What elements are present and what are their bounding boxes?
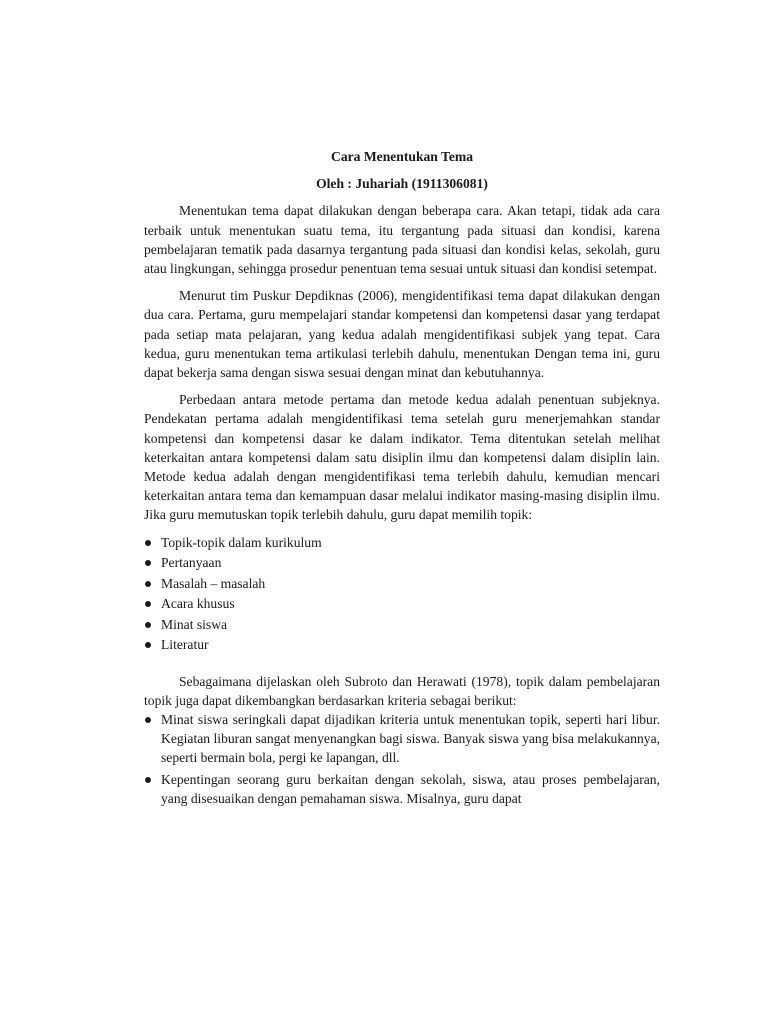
list-item-text: Acara khusus [161,596,235,612]
document-title: Cara Menentukan Tema [331,149,473,164]
list-item-text: Pertanyaan [161,555,222,571]
bullet-icon [145,601,151,607]
document-author: Oleh : Juhariah (1911306081) [316,176,488,192]
list-item-text: Minat siswa [161,616,228,632]
document-body [144,147,660,810]
list-item-text: Masalah – masalah [161,575,266,591]
paragraph: Perbedaan antara metode pertama dan metode kedua adalah penentuan subjeknya. Pendekatan pertama adalah mengidentifikasi tema setelah guru menerjemahkan standar kompetensi dan kompetensi dasar ke dalam indikator. Tema ditentukan setelah melihat keterkaitan antara kompetensi dalam satu disiplin ilmu dan kompetensi dalam disiplin lain. Metode kedua adalah dengan mengidentifikasi tema terlebih dahulu, kemudian mencari keterkaitan antara tema dan kemampuan dasar melalui indikator masing-masing disiplin ilmu. Jika guru memutuskan topik terlebih dahulu, guru dapat memilih topik: [144,392,660,523]
list-item-text: Topik-topik dalam kurikulum [161,534,322,550]
topic-list [144,533,660,656]
list-item [144,553,660,574]
bullet-icon [145,717,151,723]
paragraph: Menurut tim Puskur Depdiknas (2006), mengidentifikasi tema dapat dilakukan dengan dua cara. Pertama, guru mempelajari standar kompetensi dan kompetensi dasar yang terdapat pada setiap mata pelajaran, yang kedua adalah mengidentifikasi subjek yang tepat. Cara kedua, guru menentukan tema artikulasi terlebih dahulu, menentukan Dengan tema ini, guru dapat bekerja sama dengan siswa sesuai dengan minat dan kebutuhannya. [144,288,660,381]
paragraph: Sebagaimana dijelaskan oleh Subroto dan Herawati (1978), topik dalam pembelajaran topik juga dapat dikembangkan berdasarkan kriteria sebagai berikut: [144,673,660,708]
bullet-icon [145,540,151,546]
list-item [144,533,660,554]
bullet-icon [145,581,151,587]
bullet-icon [145,622,151,628]
list-item [144,574,660,595]
list-item [144,770,660,808]
bullet-icon [145,777,151,783]
list-item-text: Minat siswa seringkali dapat dijadikan kriteria untuk menentukan topik, seperti hari libur. Kegiatan liburan sangat menyenangkan bagi siswa. Banyak siswa yang bisa melakukannya, seperti bermain bola, pergi ke lapangan, dll. [161,712,660,766]
list-item [144,710,660,768]
criteria-list [144,710,660,808]
paragraph: Menentukan tema dapat dilakukan dengan beberapa cara. Akan tetapi, tidak ada cara terbaik untuk menentukan suatu tema, itu tergantung pada situasi dan kondisi, karena pembelajaran tematik pada dasarnya tergantung pada situasi dan kondisi kelas, sekolah, guru atau lingkungan, sehingga prosedur penentuan tema sesuai untuk situasi dan kondisi setempat. [144,203,660,277]
list-item [144,615,660,636]
list-item-text: Literatur [161,637,209,653]
list-item [144,594,660,615]
bullet-icon [145,560,151,566]
list-item-text: Kepentingan seorang guru berkaitan dengan sekolah, siswa, atau proses pembelajaran, yang disesuaikan dengan pemahaman siswa. Misalnya, guru dapat [161,771,660,806]
bullet-icon [145,642,151,648]
list-item [144,635,660,656]
